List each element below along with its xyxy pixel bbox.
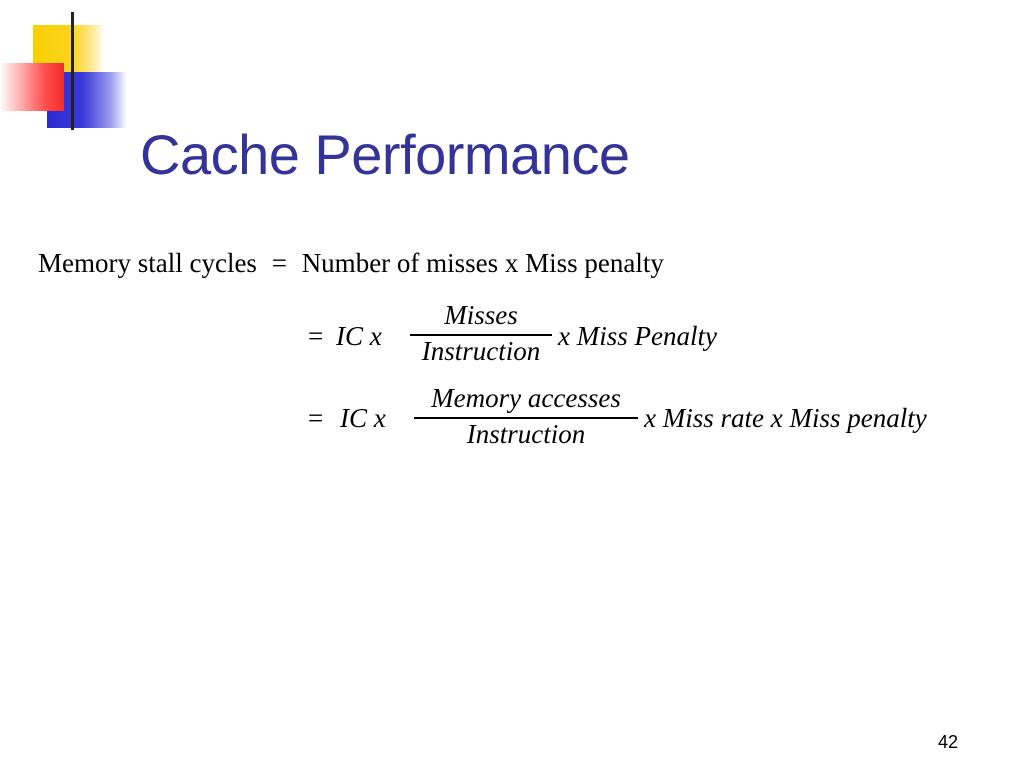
equals-sign: = [271, 248, 287, 278]
equals-sign: = [308, 321, 324, 351]
fraction-accesses-per-instruction [414, 383, 638, 449]
equation-line-3-suffix: x Miss rate x Miss penalty [644, 403, 927, 433]
fraction-numerator: Memory accesses [431, 383, 621, 413]
logo-red-square [0, 63, 64, 111]
equation-line-1 [38, 248, 664, 279]
equation-rhs-1: Number of misses x Miss penalty [301, 248, 664, 278]
slide-title: Cache Performance [140, 123, 630, 186]
equation-line-2-suffix: x Miss Penalty [558, 321, 717, 351]
equation-line-3-prefix [308, 403, 386, 434]
equation-prefix: IC x [335, 321, 382, 351]
equation-prefix: IC x [339, 403, 386, 433]
slide-logo-decoration [0, 0, 140, 140]
fraction-numerator: Misses [444, 300, 518, 330]
fraction-denominator: Instruction [466, 418, 586, 449]
equation-lhs: Memory stall cycles [38, 248, 257, 278]
equation-line-2-prefix [308, 321, 382, 352]
equals-sign: = [308, 403, 324, 433]
fraction-denominator: Instruction [421, 335, 541, 366]
page-number: 42 [938, 732, 959, 752]
fraction-misses-per-instruction [410, 300, 552, 366]
logo-vertical-line [71, 12, 74, 130]
